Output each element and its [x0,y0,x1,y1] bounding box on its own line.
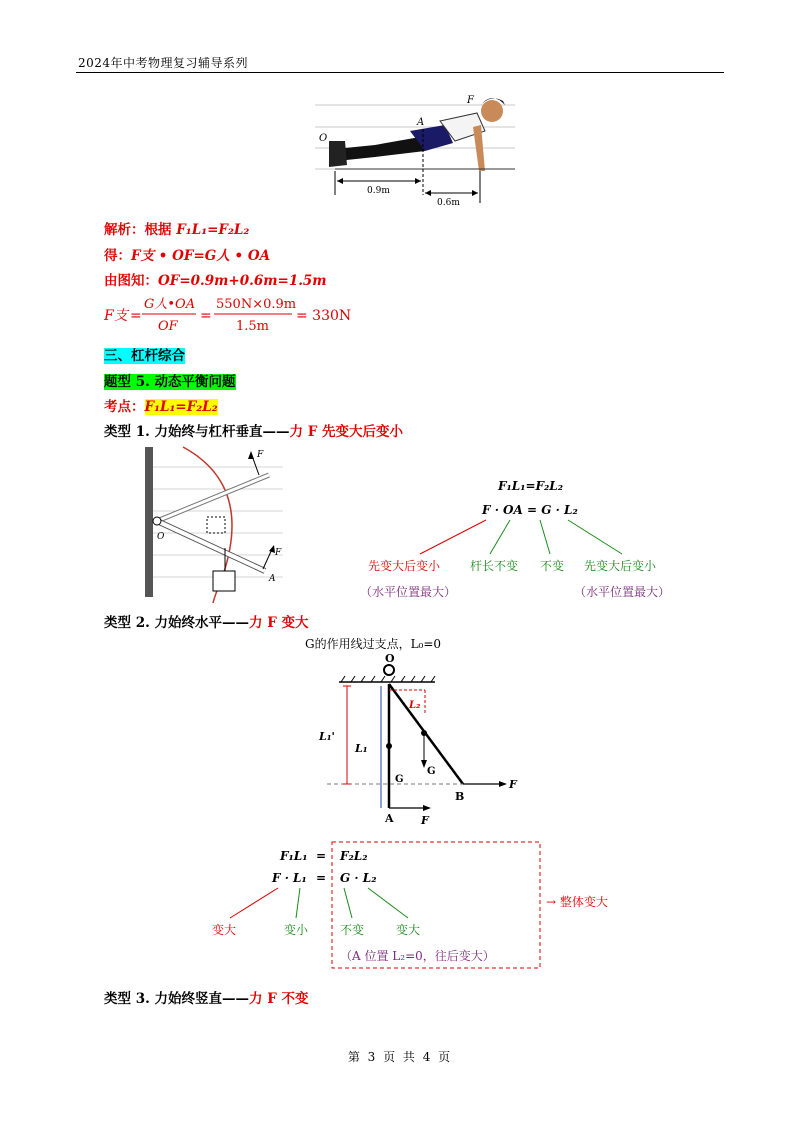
type1-node-4: 先变大后变小 [584,559,657,573]
solution-line-3-eq: OF=0.9m+0.6m=1.5m [158,273,327,289]
type1-node-3: 不变 [540,559,565,573]
type2-fig-o: O [385,652,395,665]
type1-eq-mid: F · OA = G · L₂ [482,503,578,517]
formula-result: = 330N [296,308,352,324]
formula-frac1-den: OF [158,319,178,334]
kaodian-line [104,395,218,415]
type2-pivot-o [384,665,394,675]
fig1-label-f: F [467,95,474,106]
type2-eq-top-left: F₁L₁ [280,849,308,863]
type2-fig-g1: G [395,774,404,785]
type1-heading [104,420,403,440]
type2-eq-top-right: F₂L₂ [340,849,368,863]
solution-line-2 [104,244,270,264]
solution-formula [104,292,364,338]
fig1-dim-09: 0.9m [367,186,390,196]
type2-fig-g2: G [427,766,436,777]
type2-eq-top-eq: = [316,849,327,863]
formula-frac2-den: 1.5m [236,319,270,334]
solution-line-1 [104,218,249,238]
person-shoe [329,141,347,167]
page-footer: 第 3 页 共 4 页 [347,1050,453,1064]
type1-fig-o: O [157,532,165,542]
solution-line-2-eq: F支 • OF=G人 • OA [131,248,271,264]
type1-lever-figure [143,445,283,603]
type2-node-2: 变小 [284,923,309,937]
fig1-dim-06: 0.6m [437,198,460,207]
pivot-o [153,517,161,525]
solution-line-1-prefix: 解析：根据 [104,222,177,238]
type2-lever-figure [305,632,535,828]
type2-heading-red: 力 F 变大 [249,615,309,631]
type2-node-3: 不变 [340,923,365,937]
type2-eq-mid-left: F · L₁ [272,871,307,885]
svg-text:=: = [130,308,142,324]
type1-equation-tree [360,478,690,604]
wall [145,447,153,597]
type5-heading: 题型 5. 动态平衡问题 [104,374,236,390]
solution-line-3-prefix: 由图知： [104,273,158,289]
type2-fig-l2: L₂ [409,700,421,711]
type1-node-2: 杆长不变 [470,559,519,573]
type2-heading [104,611,308,631]
type2-fig-b: B [455,790,465,803]
type1-paren-1: （水平位置最大） [360,585,457,599]
type1-heading-red: 力 F 先变大后变小 [289,424,403,440]
solution-line-2-prefix: 得： [104,248,131,264]
section-3-heading: 三、杠杆综合 [104,348,185,364]
type2-eq-mid-eq: = [316,871,327,885]
fig1-label-o: O [319,133,328,144]
type3-heading [104,987,308,1007]
fig1-label-a: A [417,117,425,128]
type1-fig-f-top: F [257,450,264,460]
formula-frac1-num: G人•OA [144,297,196,312]
type1-node-1: 先变大后变小 [368,559,441,573]
solution-line-3 [104,269,327,289]
type2-node-1: 变大 [212,923,237,937]
type1-fig-a: A [269,574,276,584]
svg-text:=: = [200,308,212,324]
kaodian-label: 考点： [104,399,145,415]
pushup-figure [315,85,515,207]
type2-equation-tree [200,840,630,972]
formula-lhs: F支 [104,308,128,324]
hanging-weight [213,571,235,591]
type2-fig-l1: L₁ [355,742,368,755]
type1-eq-top: F₁L₁=F₂L₂ [498,479,563,493]
page-header: 2024年中考物理复习辅导系列 [78,56,249,70]
type1-fig-f-bot: F [275,548,282,558]
type2-fig-l1p: L₁' [319,730,335,743]
type2-node-4: 变大 [396,923,421,937]
person-head [481,100,503,122]
type2-fig-f-bottom: F [421,814,429,827]
type2-caption: G的作用线过支点，L₀=0 [305,637,442,651]
type2-fig-a: A [385,812,394,825]
formula-frac2-num: 550N×0.9m [216,297,297,312]
type1-paren-2: （水平位置最大） [574,585,671,599]
type1-heading-black: 类型 1. 力始终与杠杆垂直—— [104,424,290,440]
kaodian-eq: F₁L₁=F₂L₂ [144,399,218,415]
type2-eq-mid-right: G · L₂ [340,871,377,885]
type3-heading-black: 类型 3. 力始终竖直—— [104,991,249,1007]
type3-heading-red: 力 F 不变 [249,991,309,1007]
type2-fig-f-right: F [509,778,517,791]
solution-line-1-eq: F₁L₁=F₂L₂ [176,222,250,238]
header-divider [76,72,724,73]
type2-heading-black: 类型 2. 力始终水平—— [104,615,249,631]
type2-note: （A 位置 L₂=0，往后变大） [340,949,495,963]
type2-arrow-note: → 整体变大 [546,895,608,909]
